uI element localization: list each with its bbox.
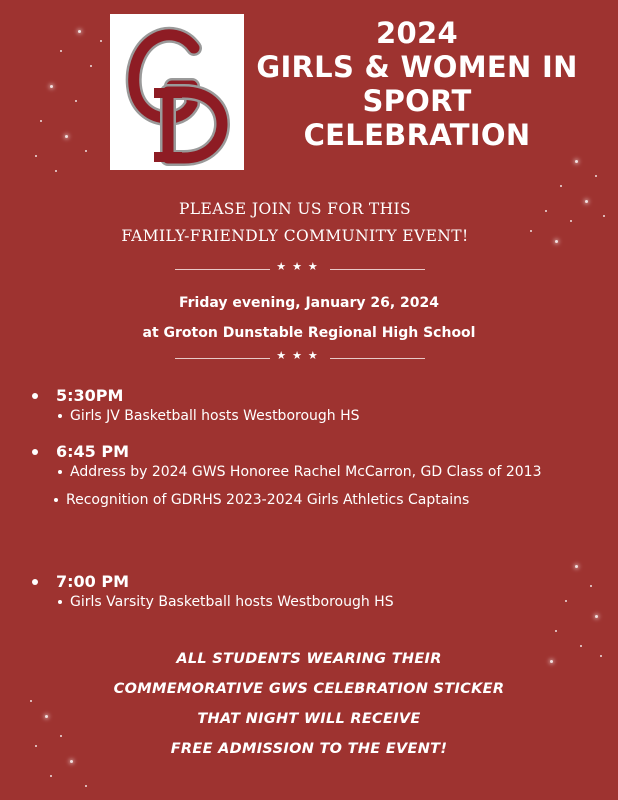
divider-stars-icon: ★★★ <box>270 349 330 362</box>
sparkles-top-left <box>20 10 120 190</box>
schedule-detail: Recognition of GDRHS 2023-2024 Girls Athletics Captains <box>50 490 570 510</box>
divider-stars-icon: ★★★ <box>270 260 330 273</box>
school-logo <box>110 14 244 170</box>
invitation-text <box>0 196 590 250</box>
schedule-time: 5:30PM <box>32 386 554 406</box>
title-line-4: CELEBRATION <box>303 118 531 152</box>
event-title <box>252 16 582 152</box>
admission-notice <box>0 644 618 764</box>
event-place: at Groton Dunstable Regional High School <box>142 325 476 341</box>
invitation-line-2: FAMILY-FRIENDLY COMMUNITY EVENT! <box>121 227 469 245</box>
event-when <box>0 288 618 348</box>
gd-monogram-icon <box>110 14 244 170</box>
schedule-detail: Girls JV Basketball hosts Westborough HS <box>54 406 554 426</box>
schedule-time: 6:45 PM <box>32 442 570 462</box>
divider-bottom <box>175 349 425 364</box>
schedule-detail: Address by 2024 GWS Honoree Rachel McCarron, GD Class of 2013 <box>54 462 554 482</box>
schedule-time: 7:00 PM <box>32 572 554 592</box>
event-date: Friday evening, January 26, 2024 <box>178 295 440 311</box>
notice-line-1: ALL STUDENTS WEARING THEIR <box>176 651 442 667</box>
invitation-line-1: PLEASE JOIN US FOR THIS <box>178 200 412 218</box>
title-line-3: SPORT <box>362 84 472 118</box>
schedule-item <box>32 572 554 612</box>
schedule-item <box>32 386 554 426</box>
title-year: 2024 <box>376 16 458 50</box>
notice-line-3: THAT NIGHT WILL RECEIVE <box>197 711 421 727</box>
divider-top <box>175 260 425 275</box>
title-line-2: GIRLS & WOMEN IN <box>256 50 578 84</box>
notice-line-4: FREE ADMISSION TO THE EVENT! <box>170 741 448 757</box>
notice-line-2: COMMEMORATIVE GWS CELEBRATION STICKER <box>113 681 505 697</box>
schedule-item <box>32 442 570 510</box>
schedule-detail: Girls Varsity Basketball hosts Westborough HS <box>54 592 554 612</box>
